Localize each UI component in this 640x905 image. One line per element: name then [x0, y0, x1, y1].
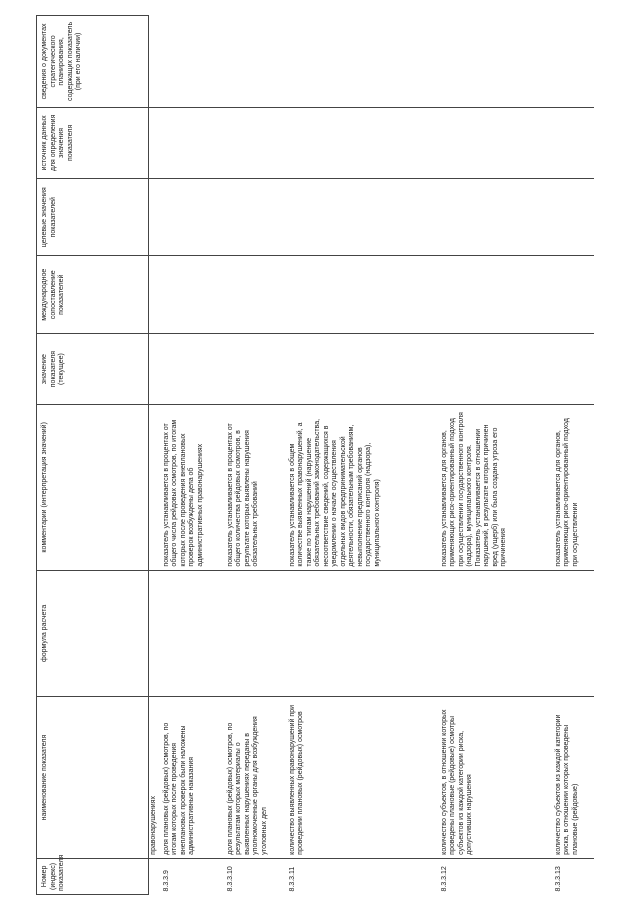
- header-formula: формула расчета: [37, 570, 149, 697]
- row-name: доля плановых (рейдовых) осмотров, по результатам которых материалы о выявленных нарушениях переданы в уполномоченные органы для возбуждения уголовных дел: [226, 697, 288, 859]
- table-row: [162, 16, 226, 895]
- continuation-row: [149, 16, 162, 895]
- row-comment: показатель устанавливается в процентах от общего числа рейдовых осмотров, по итогам которых после проведения внеплановых проверок возбуждены дела об административных правонарушениях: [162, 405, 226, 570]
- row-name: количество выявленных правонарушений при проведении плановых (рейдовых) осмотров: [288, 697, 440, 859]
- continuation-text: правонарушениях: [149, 697, 162, 859]
- row-name: доля плановых (рейдовых) осмотров, по итогам которых после проведения внеплановых проверок были наложены административные наказания: [162, 697, 226, 859]
- row-index: 8.3.3.13: [554, 858, 594, 894]
- row-name: количество субъектов из каждой категории риска, в отношении которых проведены плановые (рейдовые): [554, 697, 594, 859]
- header-row: [37, 16, 149, 895]
- table-row: [554, 16, 594, 895]
- table-body: [149, 16, 594, 895]
- row-index: 8.3.3.10: [226, 858, 288, 894]
- table-row: [440, 16, 554, 895]
- table-row: [288, 16, 440, 895]
- header-international: международное сопоставление показателей: [37, 256, 149, 334]
- header-value: значение показателя (текущее): [37, 334, 149, 405]
- row-index: 8.3.3.11: [288, 858, 440, 894]
- row-comment: показатель устанавливается для органов, применяющих риск-ориентированный подход при осуществлении государственного контроля (надзора), муниципального контроля. Показатель устанавливается в отношении нарушений, в результате которых причинен вред (ущерб) или была создана угроза его причинения: [440, 405, 554, 570]
- header-source: источник данных для определения значения показателя: [37, 107, 149, 178]
- header-documents: сведения о документах стратегического планирования, содержащих показатель (при его наличии): [37, 16, 149, 108]
- row-comment: показатель устанавливается в процентах от общего количества рейдовых осмотров, в результате которых выявлены нарушения обязательных требований: [226, 405, 288, 570]
- header-name: наименование показателя: [37, 697, 149, 859]
- row-formula: [554, 570, 594, 697]
- row-index: 8.3.3.12: [440, 858, 554, 894]
- row-comment: показатель устанавливается в общем количестве выявленных правонарушений, а также по типам нарушений (нарушение обязательных требований законодательства, несоответствие сведений, содержащихся в уведомлении о начале осуществления отдельных видов предпринимательской деятельности, обязательным требованиям, невыполнение предписаний органов государственного контроля (надзора), муниципального контроля): [288, 405, 440, 570]
- row-index: 8.3.3.9: [162, 858, 226, 894]
- row-formula: [226, 570, 288, 697]
- row-name: количество субъектов, в отношении которых проведены плановые (рейдовые) осмотры субъектов из каждой категории риска, допустивших нарушения: [440, 697, 554, 859]
- header-comment: комментарии (интерпретация значений): [37, 405, 149, 570]
- table-header: [37, 16, 149, 895]
- table-row: [226, 16, 288, 895]
- row-formula: [288, 570, 440, 697]
- header-target: целевые значения показателей: [37, 178, 149, 256]
- row-formula: [440, 570, 554, 697]
- row-comment: показатель устанавливается для органов, применяющих риск-ориентированный подход при осуществлении: [554, 405, 594, 570]
- indicators-table: [36, 15, 594, 895]
- row-formula: [162, 570, 226, 697]
- header-index: Номер (индекс) показателя: [37, 858, 149, 894]
